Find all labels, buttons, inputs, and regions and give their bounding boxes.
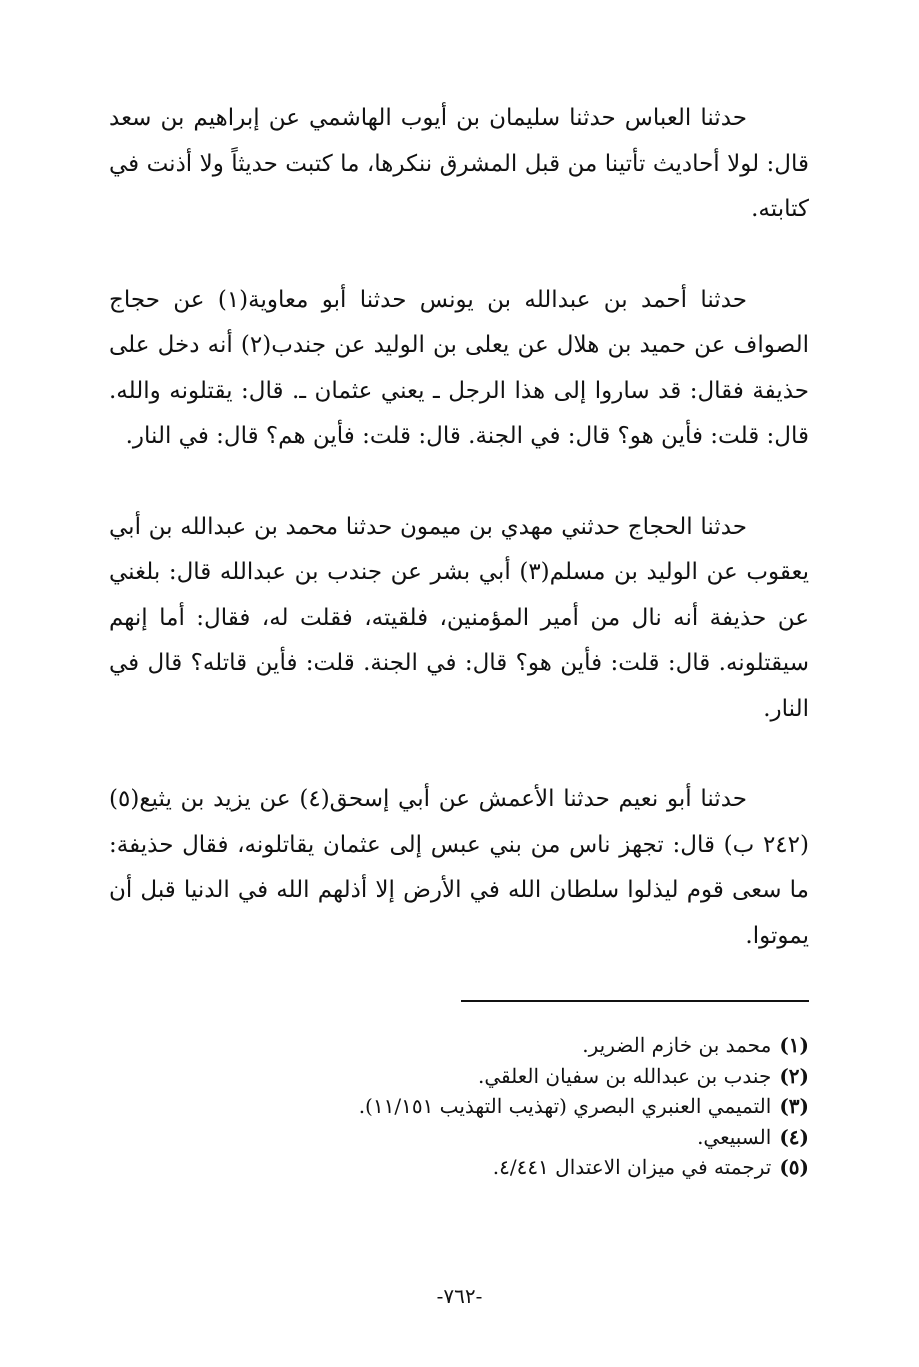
paragraph-4: حدثنا أبو نعيم حدثنا الأعمش عن أبي إسحق(٤) عن يزيد بن يثيع(٥) (٢٤٢ ب) قال: تجهز ناس من بني عبس إلى عثمان يقاتلونه، فقال حذيفة: ما سعى قوم ليذلوا سلطان الله في الأرض إلا أذلهم الله في الدنيا قبل أن يموتوا. [109, 786, 809, 949]
footnote-2 [109, 1061, 809, 1092]
footnote-number: (٤) [779, 1124, 809, 1149]
paragraph-1: حدثنا العباس حدثنا سليمان بن أيوب الهاشمي عن إبراهيم بن سعد قال: لولا أحاديث تأتينا من قبل المشرق ننكرها، ما كتبت حديثاً ولا أذنت في كتابته. [109, 105, 809, 222]
footnote-text: السبيعي. [697, 1124, 772, 1149]
footnote-text: جندب بن عبدالله بن سفيان العلقي. [478, 1063, 772, 1088]
footnote-text: التميمي العنبري البصري (تهذيب التهذيب ١١/١٥١). [358, 1094, 772, 1118]
footnote-divider [461, 1000, 809, 1002]
footnote-number: (٢) [779, 1063, 809, 1088]
footnote-1 [109, 1030, 809, 1061]
footnote-3 [109, 1091, 809, 1122]
footnote-number: (١) [779, 1033, 809, 1057]
footnote-text: محمد بن خازم الضرير. [582, 1033, 772, 1057]
paragraph-3: حدثنا الحجاج حدثني مهدي بن ميمون حدثنا محمد بن عبدالله بن أبي يعقوب عن الوليد بن مسلم(٣) أبي بشر عن جندب بن عبدالله قال: بلغني عن حذيفة أنه نال من أمير المؤمنين، فلقيته، فقلت له، فقال: أما إنهم سيقتلونه. قال: قلت: فأين هو؟ قال: في الجنة. قلت: فأين قاتله؟ قال في النار. [109, 513, 809, 722]
main-text [109, 96, 809, 1004]
footnotes [109, 1030, 809, 1183]
page-number: -٧٦٢- [436, 1284, 483, 1308]
footnote-4 [109, 1122, 809, 1153]
footnote-number: (٥) [779, 1155, 809, 1179]
footnote-text: ترجمته في ميزان الاعتدال ٤/٤٤١. [492, 1155, 772, 1179]
footnote-number: (٣) [779, 1094, 809, 1118]
paragraph-2: حدثنا أحمد بن عبدالله بن يونس حدثنا أبو معاوية(١) عن حجاج الصواف عن حميد بن هلال عن يعلى بن الوليد عن جندب(٢) أنه دخل على حذيفة فقال: قد ساروا إلى هذا الرجل ـ يعني عثمان ـ. قال: يقتلونه والله. قال: قلت: فأين هو؟ قال: في الجنة. قال: قلت: فأين هم؟ قال: في النار. [109, 286, 809, 449]
footnote-5 [109, 1152, 809, 1183]
